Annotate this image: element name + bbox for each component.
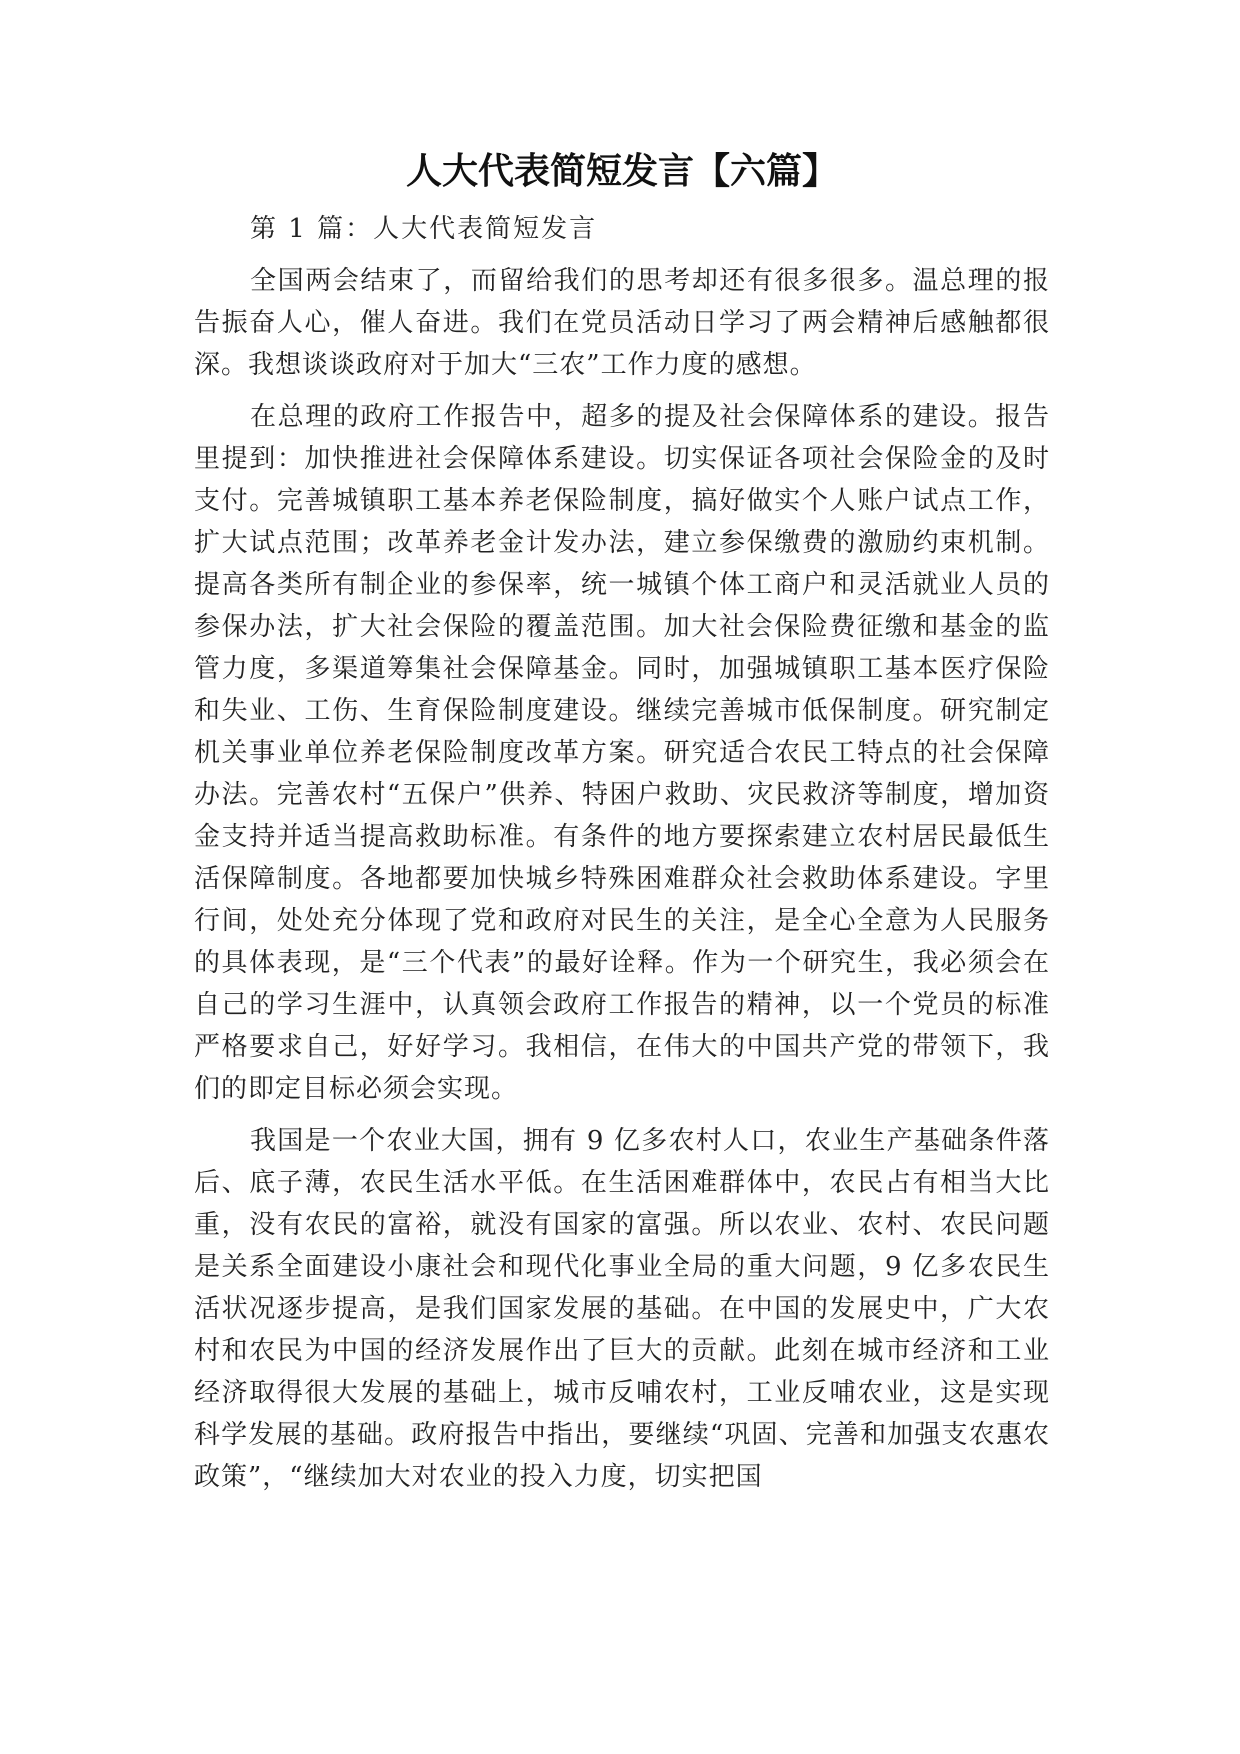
paragraph-2: 在总理的政府工作报告中，超多的提及社会保障体系的建设。报告里提到：加快推进社会保障体系建设。切实保证各项社会保险金的及时支付。完善城镇职工基本养老保险制度，搞好做实个人账户试点工作，扩大试点范围；改革养老金计发办法，建立参保缴费的激励约束机制。提高各类所有制企业的参保率，统一城镇个体工商户和灵活就业人员的参保办法，扩大社会保险的覆盖范围。加大社会保险费征缴和基金的监管力度，多渠道筹集社会保障基金。同时，加强城镇职工基本医疗保险和失业、工伤、生育保险制度建设。继续完善城市低保制度。研究制定机关事业单位养老保险制度改革方案。研究适合农民工特点的社会保障办法。完善农村“五保户”供养、特困户救助、灾民救济等制度，增加资金支持并适当提高救助标准。有条件的地方要探索建立农村居民最低生活保障制度。各地都要加快城乡特殊困难群众社会救助体系建设。字里行间，处处充分体现了党和政府对民生的关注，是全心全意为人民服务的具体表现，是“三个代表”的最好诠释。作为一个研究生，我必须会在自己的学习生涯中，认真领会政府工作报告的精神，以一个党员的标准严格要求自己，好好学习。我相信，在伟大的中国共产党的带领下，我们的即定目标必须会实现。	[194, 402, 1050, 1104]
document-title: 人大代表简短发言【六篇】	[405, 151, 838, 192]
paragraph-3: 我国是一个农业大国，拥有 9 亿多农村人口，农业生产基础条件落后、底子薄，农民生活水平低。在生活困难群体中，农民占有相当大比重，没有农民的富裕，就没有国家的富强。所以农业、农村、农民问题是关系全面建设小康社会和现代化事业全局的重大问题，9 亿多农民生活状况逐步提高，是我们国家发展的基础。在中国的发展史中，广大农村和农民为中国的经济发展作出了巨大的贡献。此刻在城市经济和工业经济取得很大发展的基础上，城市反哺农村，工业反哺农业，这是实现科学发展的基础。政府报告中指出，要继续“巩固、完善和加强支农惠农政策”，“继续加大对农业的投入力度，切实把国	[194, 1126, 1050, 1492]
paragraph-1: 全国两会结束了，而留给我们的思考却还有很多很多。温总理的报告振奋人心，催人奋进。我们在党员活动日学习了两会精神后感触都很深。我想谈谈政府对于加大“三农”工作力度的感想。	[194, 266, 1050, 380]
document-body	[194, 148, 1050, 1508]
section-heading: 第 1 篇：人大代表简短发言	[250, 214, 598, 244]
